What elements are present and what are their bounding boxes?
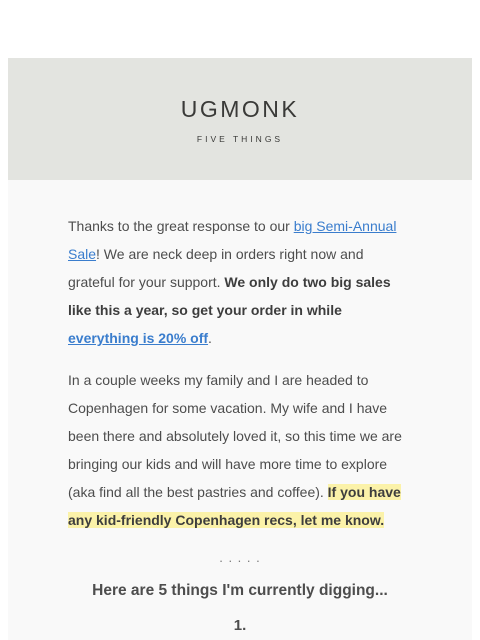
intro-bold-lead: We only do two big sales like this a year, so get your order in while (68, 274, 391, 318)
semi-annual-sale-link[interactable]: big Semi-Annual Sale (68, 218, 397, 262)
discount-link[interactable]: everything is 20% off (68, 330, 209, 346)
email-body (8, 58, 472, 640)
brand-banner (8, 58, 472, 180)
item-number-1: 1. (233, 617, 247, 634)
copenhagen-paragraph (68, 366, 412, 534)
copenhagen-highlight: If you have any kid-friendly Copenhagen recs, let me know. (68, 484, 401, 528)
section-divider: . . . . . (219, 550, 261, 565)
intro-text-end: . (208, 330, 212, 346)
intro-text-start: Thanks to the great response to our (68, 218, 294, 234)
intro-text-mid: ! We are neck deep in orders right now and grateful for your support. (68, 246, 364, 290)
copenhagen-text: In a couple weeks my family and I are headed to Copenhagen for some vacation. My wife and I have been there and absolutely loved it, so this time we are bringing our kids and will have more time to explore (aka find all the best pastries and coffee). (68, 372, 402, 500)
intro-paragraph (68, 212, 412, 352)
email-content (8, 180, 472, 636)
five-things-heading: Here are 5 things I'm currently digging... (92, 582, 388, 599)
ugmonk-logo: UGMONK (180, 96, 300, 122)
newsletter-tagline: FIVE THINGS (196, 134, 284, 144)
